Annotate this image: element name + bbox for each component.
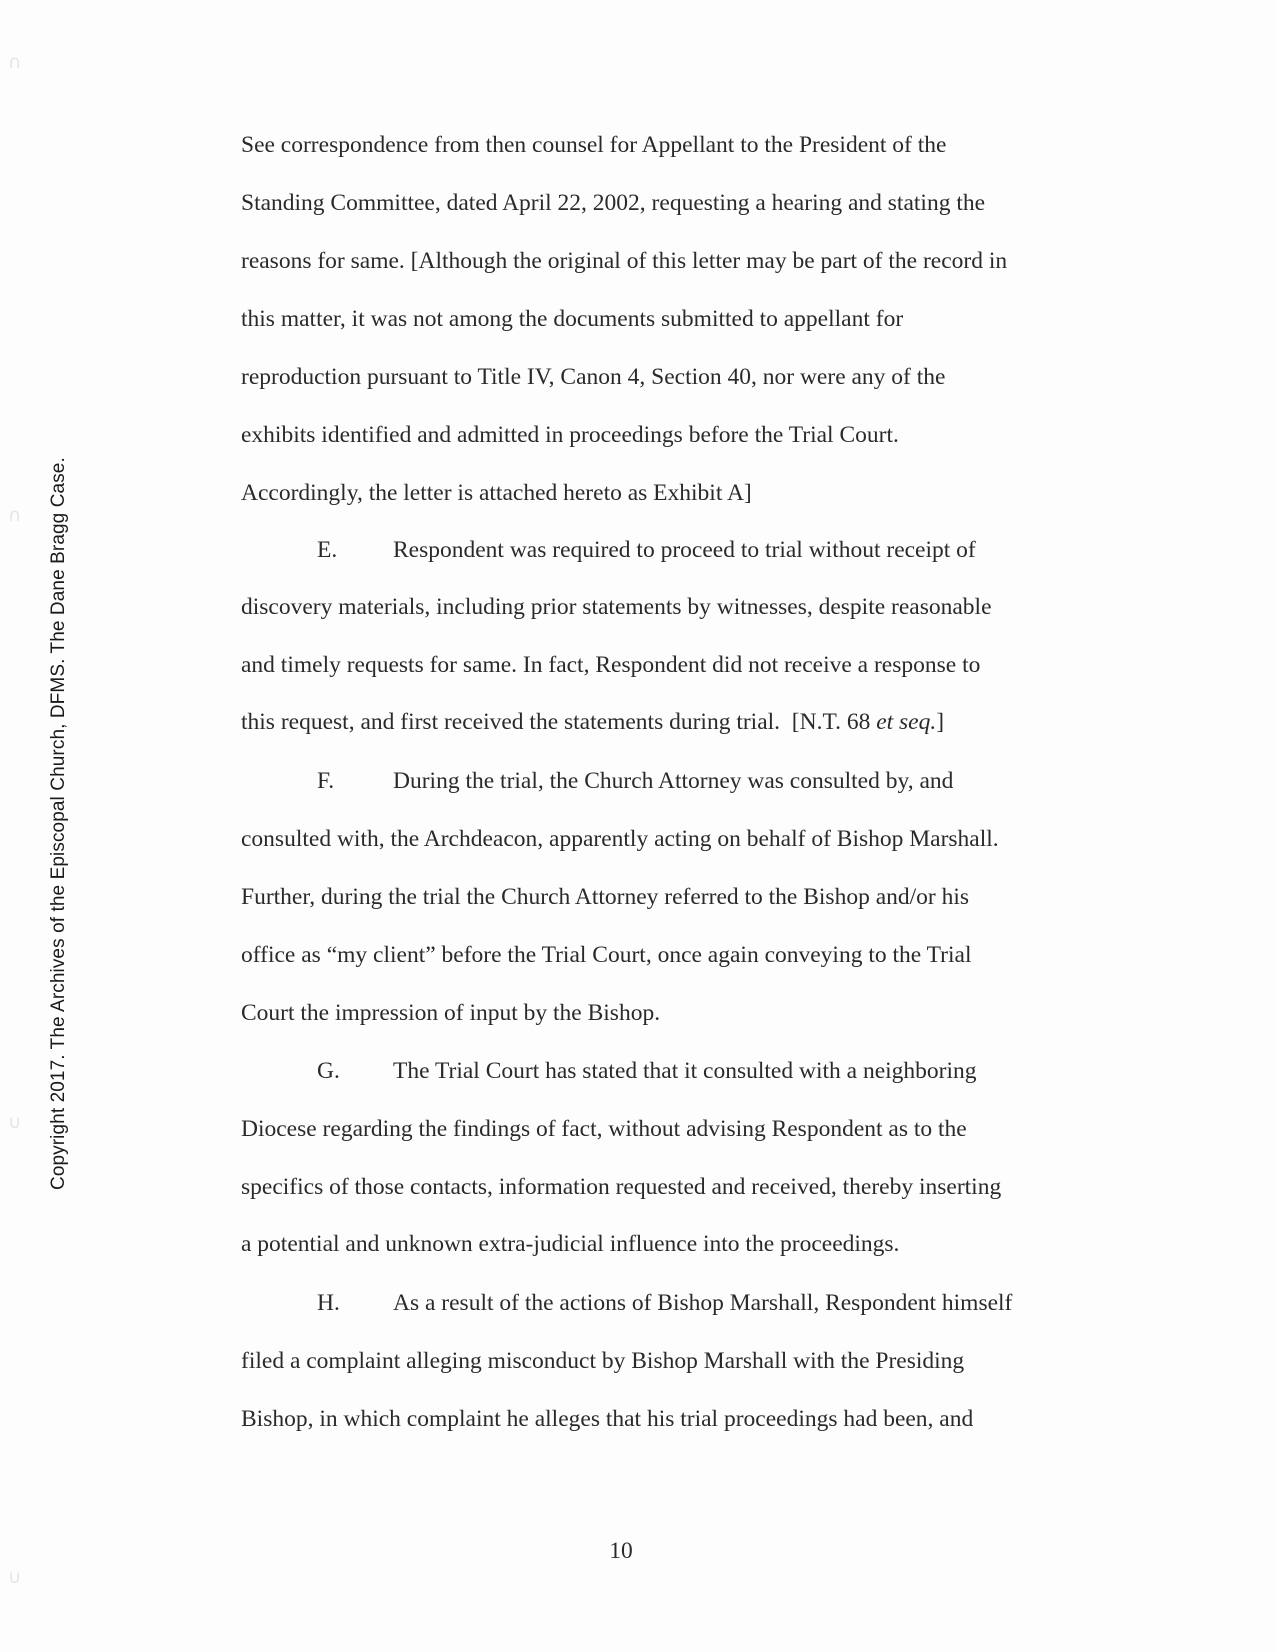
paragraph-e-first-line [317,536,976,564]
paragraph-e-text: Respondent was required to proceed to trial without receipt of [393,537,976,563]
intro-line-2: Standing Committee, dated April 22, 2002, requesting a hearing and stating the [241,190,986,216]
intro-line-1: See correspondence from then counsel for Appellant to the President of the [241,132,947,158]
intro-line-3: reasons for same. [Although the original of this letter may be part of the record in [241,248,1008,274]
paragraph-h-first-line [317,1289,1012,1317]
scan-artifact: ∩ [8,505,22,526]
paragraph-f-line-4: office as “my client” before the Trial Court, once again conveying to the Trial [241,942,972,968]
paragraph-g-first-line [317,1057,977,1085]
paragraph-h-line-3: Bishop, in which complaint he alleges that his trial proceedings had been, and [241,1406,974,1432]
paragraph-e-label: E. [317,537,338,563]
paragraph-h-line-2: filed a complaint alleging misconduct by Bishop Marshall with the Presiding [241,1348,965,1374]
copyright-watermark: Copyright 2017. The Archives of the Episcopal Church, DFMS. The Dane Bragg Case. [48,457,69,1190]
paragraph-g-line-2: Diocese regarding the findings of fact, without advising Respondent as to the [241,1116,967,1142]
page-number [0,1537,1276,1565]
paragraph-g-line-4: a potential and unknown extra-judicial influence into the proceedings. [241,1231,900,1257]
paragraph-f-line-3: Further, during the trial the Church Attorney referred to the Bishop and/or his [241,884,970,910]
paragraph-f-label: F. [317,768,335,794]
scan-artifact: ∩ [8,52,22,73]
scan-artifact: ∪ [8,1112,22,1133]
paragraph-h-label: H. [317,1290,340,1316]
page-number-text: 10 [609,1538,633,1564]
intro-line-4: this matter, it was not among the documents submitted to appellant for [241,306,904,332]
intro-line-5: reproduction pursuant to Title IV, Canon 4, Section 40, nor were any of the [241,364,946,390]
paragraph-e-line-3: and timely requests for same. In fact, Respondent did not receive a response to [241,652,981,678]
paragraph-e-last-bracket: ] [936,709,945,735]
paragraph-e-line-2: discovery materials, including prior statements by witnesses, despite reasonable [241,594,992,620]
intro-line-6: exhibits identified and admitted in proceedings before the Trial Court. [241,422,899,448]
paragraph-g-line-3: specifics of those contacts, information requested and received, thereby inserting [241,1174,1002,1200]
paragraph-e-line-4 [241,708,944,736]
paragraph-g-label: G. [317,1058,340,1084]
paragraph-f-line-5: Court the impression of input by the Bishop. [241,1000,661,1026]
paragraph-f-first-line [317,767,953,795]
paragraph-f-text: During the trial, the Church Attorney was consulted by, and [393,768,954,794]
paragraph-g-text: The Trial Court has stated that it consulted with a neighboring [393,1058,977,1084]
citation-et-seq: et seq. [876,709,937,735]
scan-artifact: ∪ [8,1567,22,1588]
paragraph-e-last-text: this request, and first received the statements during trial. [N.T. 68 [241,709,877,735]
paragraph-h-text: As a result of the actions of Bishop Marshall, Respondent himself [393,1290,1013,1316]
paragraph-f-line-2: consulted with, the Archdeacon, apparently acting on behalf of Bishop Marshall. [241,826,999,852]
intro-line-7: Accordingly, the letter is attached hereto as Exhibit A] [241,480,752,506]
